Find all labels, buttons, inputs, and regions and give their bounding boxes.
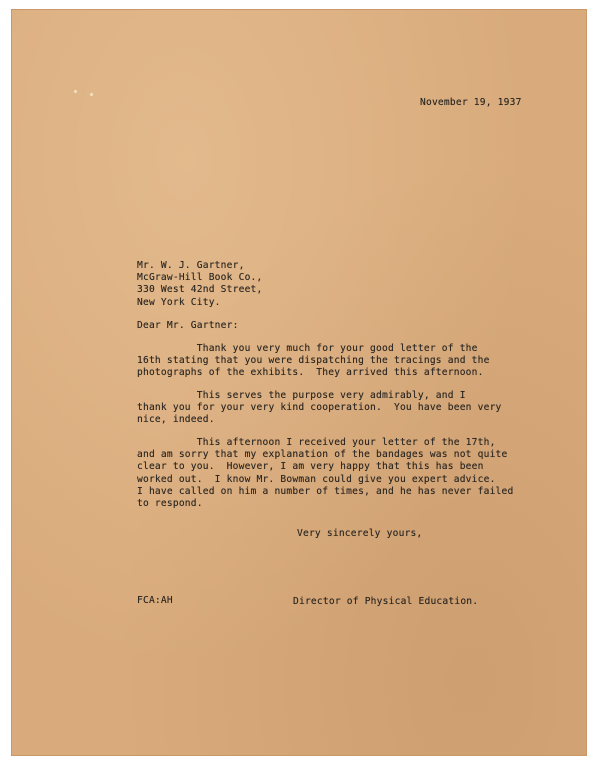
address-line: New York City. <box>137 296 221 308</box>
text-line: clear to you. However, I am very happy that this has been <box>137 461 484 473</box>
address-line: 330 West 42nd Street, <box>137 284 263 296</box>
paragraph-1 <box>137 343 490 380</box>
recipient-address <box>137 260 263 309</box>
address-line: McGraw-Hill Book Co., <box>137 272 263 284</box>
signer-title: Director of Physical Education. <box>293 596 479 607</box>
text-line: This serves the purpose very admirably, and I <box>137 390 466 401</box>
complimentary-close: Very sincerely yours, <box>297 528 423 539</box>
text-line: and am sorry that my explanation of the bandages was not quite <box>137 449 508 461</box>
letter-date: November 19, 1937 <box>420 97 522 108</box>
salutation: Dear Mr. Gartner: <box>137 320 239 331</box>
paper-speck <box>74 90 77 93</box>
text-line: worked out. I know Mr. Bowman could give you expert advice. <box>137 473 496 485</box>
paragraph-2 <box>137 390 502 427</box>
text-line: to respond. <box>137 498 203 510</box>
paragraph-3 <box>137 437 513 510</box>
text-line: I have called on him a number of times, and he has never failed <box>137 485 514 497</box>
text-line: Thank you very much for your good letter of the <box>137 343 478 354</box>
text-line: nice, indeed. <box>137 414 215 426</box>
text-line: This afternoon I received your letter of the 17th, <box>137 437 496 448</box>
reference-initials: FCA:AH <box>137 595 173 606</box>
paper-speck <box>90 93 93 96</box>
text-line: 16th stating that you were dispatching the tracings and the <box>137 355 490 367</box>
address-line: Mr. W. J. Gartner, <box>137 260 245 271</box>
text-line: thank you for your very kind cooperation. You have been very <box>137 402 502 414</box>
text-line: photographs of the exhibits. They arrived this afternoon. <box>137 367 484 379</box>
letter-page <box>12 10 586 755</box>
